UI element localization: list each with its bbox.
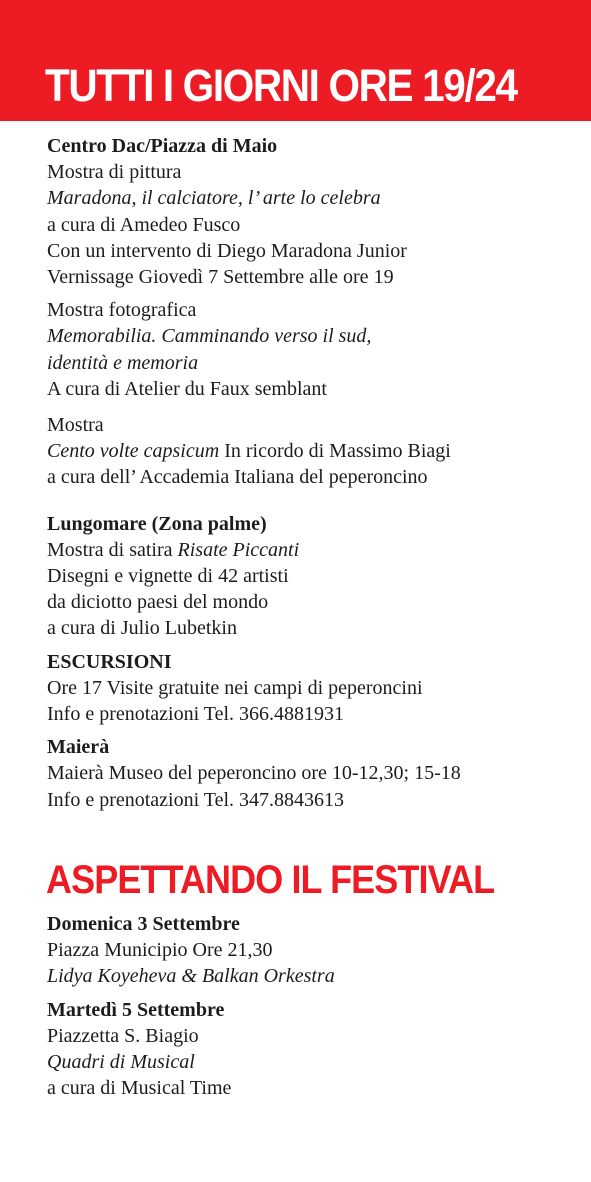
exhibit3-type: Mostra	[47, 414, 104, 437]
exhibit1-note: Con un intervento di Diego Maradona Junior	[47, 239, 407, 262]
escursioni-line2: Info e prenotazioni Tel. 366.4881931	[47, 703, 345, 726]
maiera-line2: Info e prenotazioni Tel. 347.8843613	[47, 788, 345, 811]
escursioni-heading: ESCURSIONI	[47, 650, 172, 673]
maiera-heading: Maierà	[47, 736, 110, 759]
event1-performer: Lidya Koyeheva & Balkan Orkestra	[47, 965, 335, 988]
exhibit3-title: Cento volte capsicum	[47, 440, 220, 463]
exhibit3-curator: a cura dell’ Accademia Italiana del peperoncino	[47, 466, 428, 489]
header-banner	[0, 0, 591, 121]
lungomare-line2: Disegni e vignette di 42 artisti	[47, 565, 289, 588]
exhibit1-type: Mostra di pittura	[47, 161, 182, 184]
exhibit2-curator: A cura di Atelier du Faux semblant	[47, 377, 327, 400]
event1-date: Domenica 3 Settembre	[47, 913, 240, 935]
header-title: TUTTI I GIORNI ORE 19/24	[45, 60, 517, 111]
exhibit2-title-line2: identità e memoria	[47, 351, 199, 374]
event2-curator: a cura di Musical Time	[47, 1077, 232, 1100]
lungomare-line3: da diciotto paesi del mondo	[47, 591, 269, 614]
event2-date: Martedì 5 Settembre	[47, 998, 225, 1021]
venue-lungomare: Lungomare (Zona palme)	[47, 512, 267, 535]
daily-events	[47, 133, 577, 813]
festival-events	[47, 911, 577, 1101]
exhibit2-type: Mostra fotografica	[47, 299, 197, 322]
event1-place: Piazza Municipio Ore 21,30	[47, 939, 273, 962]
lungomare-line1-prefix: Mostra di satira	[47, 538, 178, 561]
lungomare-exhibit-title: Risate Piccanti	[177, 538, 300, 561]
exhibit3-title-line	[47, 438, 577, 464]
lungomare-line1	[47, 537, 577, 563]
event2-place: Piazzetta S. Biagio	[47, 1024, 199, 1047]
venue-dac: Centro Dac/Piazza di Maio	[47, 135, 278, 157]
lungomare-curator: a cura di Julio Lubetkin	[47, 617, 237, 640]
exhibit1-curator: a cura di Amedeo Fusco	[47, 213, 241, 236]
exhibit2-title-line1: Memorabilia. Camminando verso il sud,	[47, 325, 372, 348]
event2-title: Quadri di Musical	[47, 1051, 195, 1074]
exhibit3-subtitle: In ricordo di Massimo Biagi	[219, 440, 451, 463]
maiera-line1: Maierà Museo del peperoncino ore 10-12,30; 15-18	[47, 762, 461, 785]
escursioni-line1: Ore 17 Visite gratuite nei campi di peperoncini	[47, 676, 423, 699]
exhibit1-opening: Vernissage Giovedì 7 Settembre alle ore 19	[47, 266, 394, 289]
exhibit1-title: Maradona, il calciatore, l’ arte lo celebra	[47, 187, 381, 210]
festival-title: ASPETTANDO IL FESTIVAL	[46, 858, 495, 902]
